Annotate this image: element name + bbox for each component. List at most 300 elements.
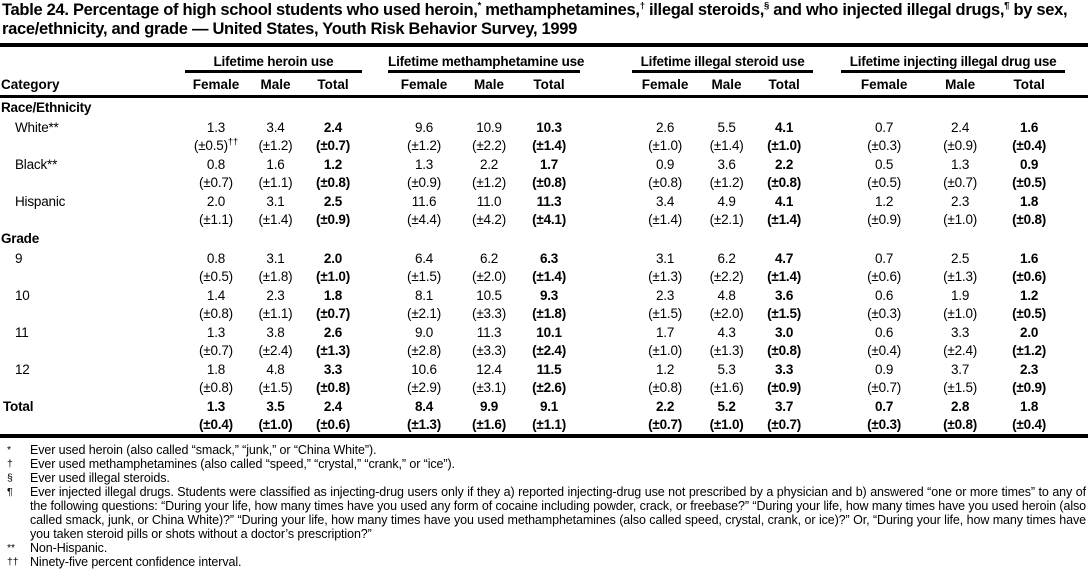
table-row <box>0 323 1088 342</box>
table-row <box>0 249 1088 268</box>
ci-cell: (±2.6) <box>532 380 567 395</box>
row-label: Black** <box>15 157 58 172</box>
ci-cell: (±0.9) <box>767 380 802 395</box>
ci-cell: (±2.0) <box>472 269 507 284</box>
spacer-cell <box>580 249 632 286</box>
ci-cell: (±1.3) <box>648 269 683 284</box>
spacer-cell <box>1065 249 1088 286</box>
ci-cell: (±0.8) <box>767 343 802 358</box>
spacer-cell <box>362 155 388 192</box>
ci-cell: (±1.2) <box>258 138 293 153</box>
value-cell: 2.3 <box>655 288 675 303</box>
spacer-cell <box>813 323 841 360</box>
value-cell: 4.9 <box>717 194 736 209</box>
footnote-text: Ever used heroin (also called “smack,” “junk,” or “China White”). <box>30 443 377 457</box>
category-header: Category <box>0 72 185 97</box>
footnote-text: Ever used illegal steroids. <box>30 471 170 485</box>
footnote-item <box>7 541 1087 555</box>
ci-cell: (±0.6) <box>867 269 902 284</box>
ci-cell: (±0.9) <box>1012 380 1047 395</box>
value-cell: 6.2 <box>717 251 736 266</box>
ci-cell: (±1.0) <box>258 417 293 432</box>
column-group-row <box>0 45 1088 72</box>
value-cell: 1.3 <box>206 399 226 414</box>
value-cell: 3.3 <box>323 362 343 377</box>
col-header-female: Female <box>841 72 927 97</box>
ci-cell: (±1.0) <box>943 306 978 321</box>
ci-cell: (±1.4) <box>767 269 802 284</box>
ci-cell: (±1.6) <box>472 417 507 432</box>
ci-cell: (±0.5) <box>1012 175 1047 190</box>
value-cell: 3.0 <box>774 325 794 340</box>
col-header-total: Total <box>518 72 580 97</box>
value-cell: 4.7 <box>774 251 794 266</box>
value-cell: 0.7 <box>875 120 894 135</box>
value-cell: 1.8 <box>206 362 226 377</box>
ci-cell: (±1.2) <box>407 138 442 153</box>
value-cell: 9.6 <box>414 120 434 135</box>
value-cell: 3.7 <box>951 362 970 377</box>
ci-cell: (±2.4) <box>943 343 978 358</box>
ci-cell: (±1.4) <box>532 269 567 284</box>
value-cell: 2.4 <box>323 399 343 414</box>
ci-cell: (±0.7) <box>316 138 350 153</box>
category-spacer <box>0 45 185 72</box>
spacer-cell <box>362 286 388 323</box>
footnotes <box>0 438 1088 569</box>
value-cell: 3.4 <box>266 120 285 135</box>
value-cell: 3.1 <box>655 251 675 266</box>
ci-cell: (±0.8) <box>1012 212 1047 227</box>
value-cell: 9.3 <box>539 288 559 303</box>
title-footnote-marker: ¶ <box>1004 0 1010 12</box>
value-cell: 0.7 <box>875 251 894 266</box>
spacer-cell <box>580 192 632 229</box>
group-gap <box>362 45 388 72</box>
spacer-cell <box>362 192 388 229</box>
spacer-cell <box>362 397 388 436</box>
ci-cell: (±0.6) <box>1012 269 1047 284</box>
value-cell: 3.6 <box>717 157 736 172</box>
ci-cell: (±1.1) <box>199 212 233 227</box>
section-row <box>0 229 1088 249</box>
value-cell: 0.8 <box>206 251 226 266</box>
ci-cell: (±1.0) <box>648 138 683 153</box>
value-cell: 1.9 <box>951 288 970 303</box>
column-subhead-row <box>0 72 1088 97</box>
value-cell: 5.2 <box>717 399 736 414</box>
ci-cell: (±1.3) <box>943 269 978 284</box>
group-gap <box>813 45 841 72</box>
footnote-item <box>7 485 1087 541</box>
footnote-marker: † <box>7 458 13 470</box>
value-cell: 0.8 <box>206 157 226 172</box>
ci-cell: (±0.7) <box>867 380 902 395</box>
row-label: Hispanic <box>15 194 66 209</box>
value-cell: 0.5 <box>875 157 894 172</box>
ci-cell: (±0.8) <box>199 306 233 321</box>
ci-cell: (±1.3) <box>407 417 442 432</box>
ci-cell: (±1.4) <box>767 212 802 227</box>
ci-cell: (±1.2) <box>709 175 744 190</box>
value-cell: 8.1 <box>414 288 434 303</box>
value-cell: 1.6 <box>266 157 285 172</box>
footnote-marker: ¶ <box>7 486 13 498</box>
value-cell: 2.4 <box>951 120 970 135</box>
ci-footnote-marker: †† <box>227 136 239 148</box>
table-row <box>0 286 1088 305</box>
value-cell: 2.0 <box>323 251 343 266</box>
ci-cell: (±0.7) <box>199 175 233 190</box>
table-title <box>0 0 1088 41</box>
ci-cell: (±1.8) <box>258 269 293 284</box>
ci-cell: (±0.9) <box>316 212 350 227</box>
value-cell: 1.2 <box>1020 288 1039 303</box>
group-header-heroin: Lifetime heroin use <box>185 45 362 72</box>
value-cell: 9.9 <box>479 399 499 414</box>
ci-cell: (±0.4) <box>1012 138 1047 153</box>
ci-cell: (±1.0) <box>709 417 744 432</box>
value-cell: 3.4 <box>655 194 675 209</box>
ci-cell: (±1.0) <box>943 212 978 227</box>
ci-cell: (±0.7) <box>199 343 233 358</box>
value-cell: 6.4 <box>414 251 434 266</box>
ci-cell: (±1.4) <box>648 212 683 227</box>
value-cell: 4.8 <box>266 362 285 377</box>
row-label: Total <box>3 399 34 414</box>
value-cell: 2.3 <box>951 194 970 209</box>
value-cell: 2.0 <box>206 194 226 209</box>
ci-cell: (±0.8) <box>767 175 802 190</box>
spacer-cell <box>813 360 841 397</box>
title-footnote-marker: * <box>477 0 481 12</box>
value-cell: 1.3 <box>414 157 434 172</box>
value-cell: 1.8 <box>323 288 343 303</box>
col-header-male: Male <box>247 72 304 97</box>
value-cell: 3.1 <box>266 194 285 209</box>
ci-cell: (±4.4) <box>407 212 442 227</box>
value-cell: 2.2 <box>479 157 499 172</box>
ci-cell: (±3.1) <box>472 380 507 395</box>
value-cell: 11.6 <box>411 194 437 209</box>
ci-cell: (±0.3) <box>867 138 902 153</box>
ci-cell: (±0.4) <box>1012 417 1047 432</box>
ci-cell: (±2.8) <box>407 343 442 358</box>
spacer-cell <box>1065 323 1088 360</box>
col-header-male: Male <box>698 72 755 97</box>
title-text: Table 24. Percentage of high school students who used heroin, <box>2 1 478 19</box>
ci-cell: (±2.9) <box>407 380 442 395</box>
value-cell: 5.5 <box>717 120 736 135</box>
spacer-cell <box>1065 155 1088 192</box>
data-table <box>0 43 1088 438</box>
spacer-cell <box>813 118 841 155</box>
spacer-cell <box>580 360 632 397</box>
ci-cell: (±1.0) <box>316 269 350 284</box>
spacer-cell <box>813 286 841 323</box>
ci-cell: (±1.0) <box>767 138 802 153</box>
ci-cell: (±0.3) <box>867 417 902 432</box>
group-gap <box>1065 72 1088 97</box>
ci-cell: (±2.1) <box>407 306 442 321</box>
spacer-cell <box>362 118 388 155</box>
ci-cell: (±1.6) <box>709 380 744 395</box>
value-cell: 10.5 <box>476 288 502 303</box>
ci-cell: (±0.5) <box>1012 306 1047 321</box>
ci-cell: (±0.6) <box>316 417 350 432</box>
footnote-marker: * <box>7 444 11 456</box>
footnote-text: Ever used methamphetamines (also called “speed,” “crystal,” “crank,” or “ice”). <box>30 457 455 471</box>
section-header: Grade <box>1 231 40 246</box>
value-cell: 3.3 <box>951 325 970 340</box>
footnote-text: Ever injected illegal drugs. Students were classified as injecting-drug users only if they a) reported injecting-drug use not prescribed by a physician and b) answered “one or more times” to any of the following questions: “During your life, how many times have you used any form of cocaine including powder, crack, or freebase?” “During your life, how many times have you used heroin (also called smack, junk, or China White)?” “During your life, how many times have you used methamphetamines (also called speed, crystal, crank, or ice)?” Or, “During your life, how many times have you taken steroid pills or shots without a doctor’s prescription?” <box>30 485 1086 541</box>
ci-cell: (±0.8) <box>316 175 350 190</box>
col-header-total: Total <box>993 72 1065 97</box>
ci-cell: (±0.8) <box>648 380 683 395</box>
value-cell: 10.3 <box>536 120 562 135</box>
value-cell: 2.3 <box>266 288 285 303</box>
table-row <box>0 192 1088 211</box>
group-gap <box>580 72 632 97</box>
row-label: 12 <box>15 362 30 377</box>
col-header-total: Total <box>304 72 362 97</box>
value-cell: 9.1 <box>539 399 559 414</box>
value-cell: 2.2 <box>774 157 794 172</box>
value-cell: 12.4 <box>476 362 502 377</box>
ci-cell: (±1.5) <box>943 380 978 395</box>
table-row <box>0 155 1088 174</box>
ci-cell: (±1.3) <box>709 343 744 358</box>
value-cell: 10.1 <box>536 325 562 340</box>
value-cell: 1.2 <box>875 194 894 209</box>
ci-cell: (±1.5) <box>407 269 442 284</box>
footnote-item <box>7 471 1087 485</box>
ci-cell: (±3.3) <box>472 343 507 358</box>
footnote-text: Non-Hispanic. <box>30 541 108 555</box>
value-cell: 2.6 <box>323 325 343 340</box>
ci-cell: (±4.1) <box>532 212 567 227</box>
ci-cell: (±2.4) <box>532 343 567 358</box>
value-cell: 3.8 <box>266 325 285 340</box>
spacer-cell <box>1065 192 1088 229</box>
ci-cell: (±0.4) <box>199 417 233 432</box>
spacer-cell <box>580 323 632 360</box>
group-gap <box>1065 45 1088 72</box>
ci-cell: (±4.2) <box>472 212 507 227</box>
value-cell: 2.6 <box>655 120 675 135</box>
group-gap <box>580 45 632 72</box>
col-header-female: Female <box>185 72 247 97</box>
title-text: methamphetamines, <box>480 1 640 19</box>
footnote-item <box>7 555 1087 569</box>
row-label: White** <box>15 120 59 135</box>
value-cell: 3.3 <box>774 362 794 377</box>
value-cell: 1.3 <box>206 120 226 135</box>
col-header-male: Male <box>460 72 518 97</box>
ci-cell: (±1.1) <box>532 417 567 432</box>
ci-cell: (±0.7) <box>943 175 978 190</box>
row-label: 9 <box>15 251 23 266</box>
row-label: 10 <box>15 288 30 303</box>
value-cell: 1.7 <box>655 325 675 340</box>
title-text: illegal steroids, <box>644 1 764 19</box>
spacer-cell <box>1065 397 1088 436</box>
ci-cell: (±1.0) <box>648 343 683 358</box>
value-cell: 1.4 <box>206 288 226 303</box>
ci-cell: (±2.0) <box>709 306 744 321</box>
value-cell: 4.1 <box>774 120 794 135</box>
spacer-cell <box>813 155 841 192</box>
value-cell: 11.5 <box>536 362 562 377</box>
spacer-cell <box>580 155 632 192</box>
ci-cell: (±0.9) <box>867 212 902 227</box>
footnote-item <box>7 443 1087 457</box>
value-cell: 1.8 <box>1020 194 1039 209</box>
footnote-marker: †† <box>7 556 19 568</box>
value-cell: 0.6 <box>875 325 894 340</box>
ci-cell: (±0.8) <box>532 175 567 190</box>
value-cell: 1.3 <box>206 325 226 340</box>
spacer-cell <box>580 118 632 155</box>
group-gap <box>362 72 388 97</box>
section-row <box>0 97 1088 119</box>
ci-cell: (±2.2) <box>472 138 507 153</box>
ci-cell: (±0.8) <box>316 380 350 395</box>
spacer-cell <box>362 323 388 360</box>
group-header-steroid: Lifetime illegal steroid use <box>632 45 813 72</box>
section-header: Race/Ethnicity <box>1 100 92 115</box>
group-gap <box>813 72 841 97</box>
spacer-cell <box>362 249 388 286</box>
ci-cell: (±1.5) <box>767 306 802 321</box>
ci-cell: (±0.5)†† <box>193 136 239 153</box>
value-cell: 2.3 <box>1020 362 1039 377</box>
spacer-cell <box>580 397 632 436</box>
value-cell: 3.6 <box>774 288 794 303</box>
value-cell: 10.9 <box>476 120 502 135</box>
table-body <box>0 97 1088 437</box>
value-cell: 4.8 <box>717 288 736 303</box>
value-cell: 2.2 <box>655 399 675 414</box>
ci-cell: (±0.7) <box>767 417 802 432</box>
value-cell: 0.9 <box>1020 157 1039 172</box>
ci-cell: (±2.4) <box>258 343 293 358</box>
ci-cell: (±1.4) <box>532 138 567 153</box>
ci-cell: (±1.2) <box>1012 343 1047 358</box>
spacer-cell <box>1065 286 1088 323</box>
footnote-marker: ** <box>7 542 15 554</box>
title-text: by sex, race/ethnicity, and grade — United States, Youth Risk Behavior Survey, 1999 <box>2 1 1068 38</box>
value-cell: 1.7 <box>539 157 559 172</box>
value-cell: 6.2 <box>479 251 499 266</box>
value-cell: 3.1 <box>266 251 285 266</box>
value-cell: 8.4 <box>414 399 434 414</box>
ci-cell: (±1.8) <box>532 306 567 321</box>
ci-cell: (±1.5) <box>648 306 683 321</box>
footnote-marker: § <box>7 472 13 484</box>
value-cell: 11.0 <box>476 194 502 209</box>
value-cell: 11.3 <box>476 325 502 340</box>
value-cell: 1.3 <box>951 157 970 172</box>
col-header-male: Male <box>927 72 993 97</box>
ci-cell: (±1.2) <box>472 175 507 190</box>
ci-cell: (±0.5) <box>867 175 902 190</box>
spacer-cell <box>813 249 841 286</box>
ci-cell: (±0.8) <box>648 175 683 190</box>
value-cell: 4.1 <box>774 194 794 209</box>
value-cell: 0.9 <box>875 362 894 377</box>
ci-cell: (±1.3) <box>316 343 350 358</box>
value-cell: 5.3 <box>717 362 736 377</box>
ci-cell: (±1.4) <box>709 138 744 153</box>
col-header-total: Total <box>755 72 813 97</box>
value-cell: 2.8 <box>951 399 970 414</box>
value-cell: 9.0 <box>414 325 434 340</box>
ci-cell: (±1.1) <box>258 175 293 190</box>
value-cell: 2.4 <box>323 120 343 135</box>
spacer-cell <box>813 192 841 229</box>
group-header-methamphetamine: Lifetime methamphetamine use <box>388 45 580 72</box>
spacer-cell <box>362 360 388 397</box>
ci-cell: (±0.8) <box>199 380 233 395</box>
value-cell: 1.8 <box>1020 399 1039 414</box>
title-footnote-marker: § <box>764 0 769 12</box>
title-text: and who injected illegal drugs, <box>768 1 1005 19</box>
value-cell: 4.3 <box>717 325 736 340</box>
value-cell: 1.2 <box>323 157 343 172</box>
ci-cell: (±1.5) <box>258 380 293 395</box>
value-cell: 1.6 <box>1020 120 1039 135</box>
ci-cell: (±0.3) <box>867 306 902 321</box>
ci-cell: (±0.5) <box>199 269 233 284</box>
col-header-female: Female <box>632 72 698 97</box>
value-cell: 1.2 <box>655 362 675 377</box>
ci-cell: (±0.8) <box>943 417 978 432</box>
ci-cell: (±0.9) <box>943 138 978 153</box>
group-header-injecting: Lifetime injecting illegal drug use <box>841 45 1065 72</box>
value-cell: 2.5 <box>323 194 343 209</box>
col-header-female: Female <box>388 72 460 97</box>
ci-cell: (±0.9) <box>407 175 442 190</box>
value-cell: 2.0 <box>1020 325 1039 340</box>
spacer-cell <box>813 397 841 436</box>
title-footnote-marker: † <box>639 0 645 12</box>
value-cell: 3.5 <box>266 399 285 414</box>
ci-cell: (±0.4) <box>867 343 902 358</box>
value-cell: 10.6 <box>411 362 437 377</box>
value-cell: 6.3 <box>539 251 559 266</box>
ci-cell: (±2.1) <box>709 212 744 227</box>
spacer-cell <box>1065 118 1088 155</box>
value-cell: 0.6 <box>875 288 894 303</box>
spacer-cell <box>580 286 632 323</box>
footnote-text: Ninety-five percent confidence interval. <box>30 555 242 569</box>
table-row <box>0 397 1088 416</box>
footnote-item <box>7 457 1087 471</box>
table-row <box>0 360 1088 379</box>
value-cell: 3.7 <box>774 399 794 414</box>
spacer-cell <box>1065 360 1088 397</box>
ci-cell: (±1.1) <box>258 306 293 321</box>
ci-cell: (±3.3) <box>472 306 507 321</box>
ci-cell: (±1.4) <box>258 212 293 227</box>
value-cell: 2.5 <box>951 251 970 266</box>
ci-cell: (±2.2) <box>709 269 744 284</box>
value-cell: 11.3 <box>536 194 562 209</box>
ci-cell: (±0.7) <box>316 306 350 321</box>
row-label: 11 <box>15 325 29 340</box>
value-cell: 0.7 <box>875 399 894 414</box>
